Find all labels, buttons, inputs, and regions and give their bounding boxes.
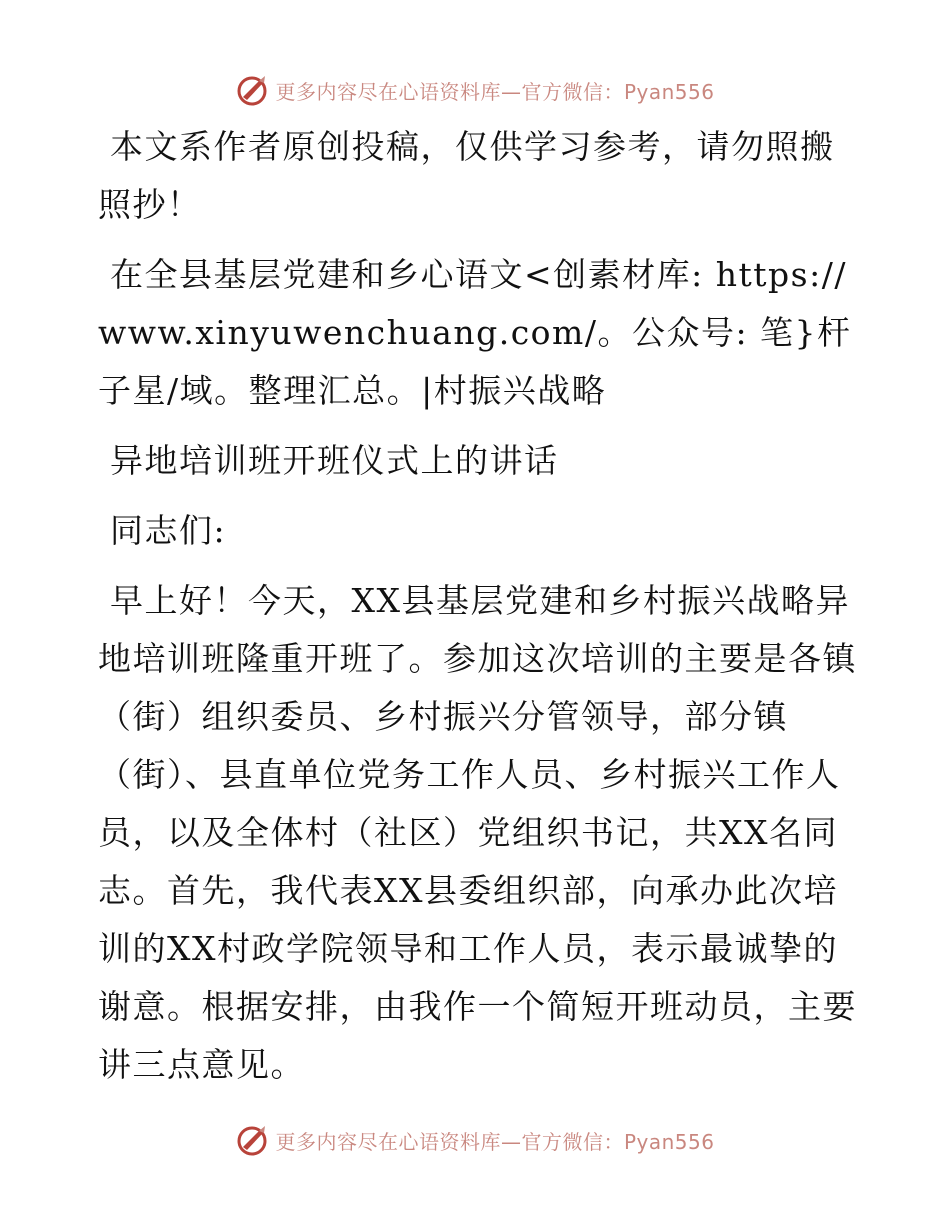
- copyright-notice: 本文系作者原创投稿，仅供学习参考，请勿照搬照抄！: [98, 127, 835, 224]
- speech-title: 异地培训班开班仪式上的讲话: [110, 441, 559, 480]
- footer-banner: [0, 1120, 950, 1160]
- quill-pen-logo-icon: [235, 1123, 269, 1157]
- header-banner: [0, 70, 950, 110]
- salutation: 同志们:: [110, 511, 227, 550]
- header-banner-text: 更多内容尽在心语资料库—官方微信：Pyan556: [275, 79, 715, 104]
- source-notice: 在全县基层党建和乡心语文<创素材库: https://www.xinyuwenchuang.com/。公众号: 笔}杆子星/域。整理汇总。|村振兴战略: [98, 255, 852, 410]
- body-paragraph: 早上好！今天，XX县基层党建和乡村振兴战略异地培训班隆重开班了。参加这次培训的主要是各镇（街）组织委员、乡村振兴分管领导，部分镇（街）、县直单位党务工作人员、乡村振兴工作人员，以及全体村（社区）党组织书记，共XX名同志。首先，我代表XX县委组织部，向承办此次培训的XX村政学院领导和工作人员，表示最诚挚的谢意。根据安排，由我作一个简短开班动员，主要讲三点意见。: [98, 581, 857, 1084]
- quill-pen-logo-icon: [235, 73, 269, 107]
- footer-banner-text: 更多内容尽在心语资料库—官方微信：Pyan556: [275, 1129, 715, 1154]
- document-body: [98, 118, 858, 1094]
